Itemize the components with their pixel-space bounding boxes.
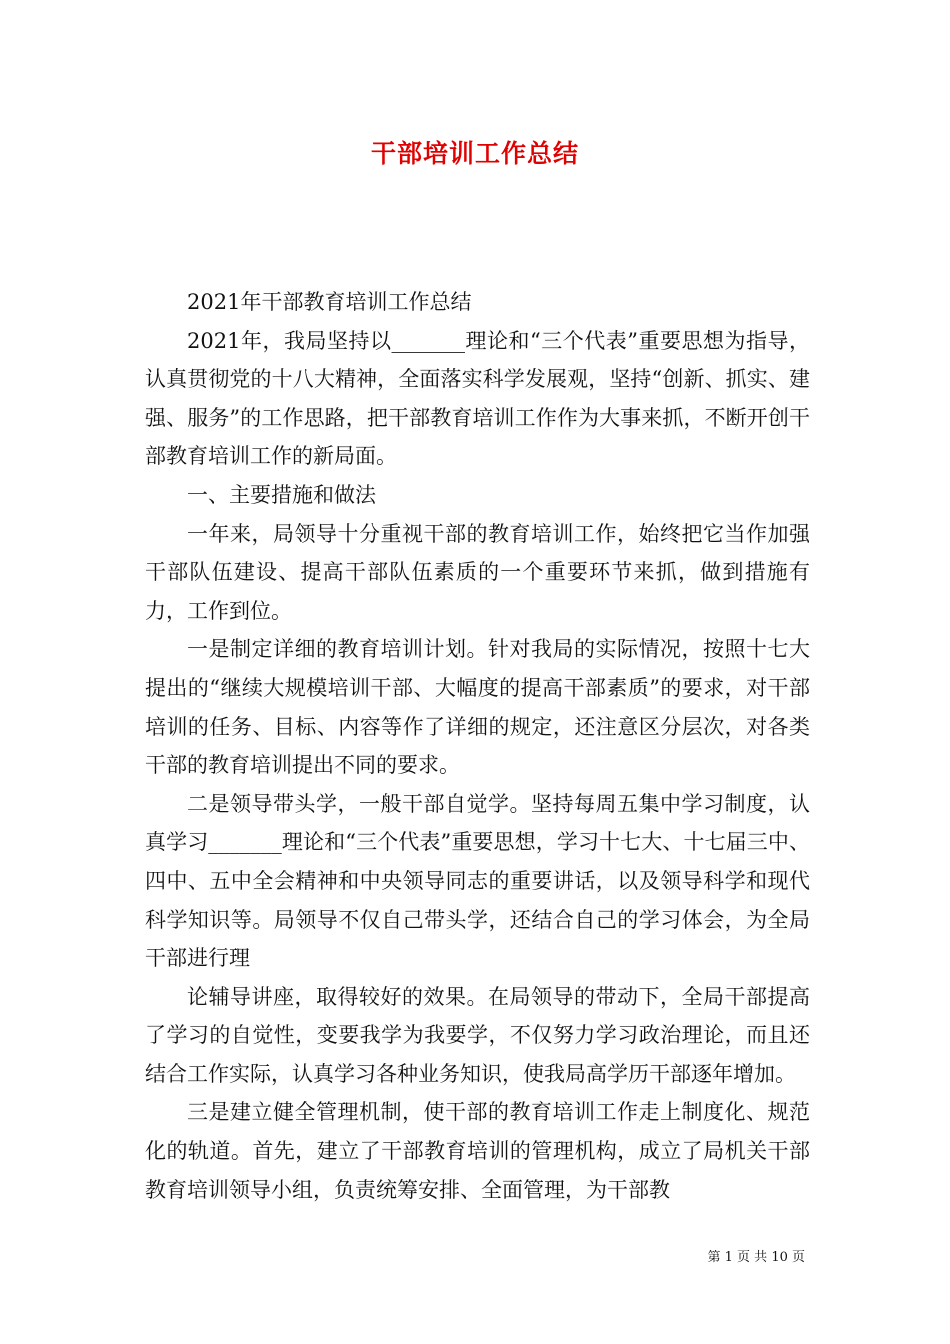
paragraph: 论辅导讲座，取得较好的效果。在局领导的带动下，全局干部提高了学习的自觉性，变要我学为我要学，不仅努力学习政治理论，而且还结合工作实际，认真学习各种业务知识，使我局高学历干部逐年增加。 bbox=[145, 984, 810, 1086]
paragraph: 2021年，我局坚持以_______理论和“三个代表”重要思想为指导，认真贯彻党的十八大精神，全面落实科学发展观，坚持“创新、抓实、建强、服务”的工作思路，把干部教育培训工作作为大事来抓，不断开创干部教育培训工作的新局面。 bbox=[145, 328, 810, 469]
page-number: 第 1 页 共 10 页 bbox=[707, 1250, 805, 1265]
paragraph: 一是制定详细的教育培训计划。针对我局的实际情况，按照十七大提出的“继续大规模培训干部、大幅度的提高干部素质”的要求，对干部培训的任务、目标、内容等作了详细的规定，还注意区分层次，对各类干部的教育培训提出不同的要求。 bbox=[145, 637, 810, 778]
paragraph: 三是建立健全管理机制，使干部的教育培训工作走上制度化、规范化的轨道。首先，建立了干部教育培训的管理机构，成立了局机关干部教育培训领导小组，负责统筹安排、全面管理，为干部教 bbox=[145, 1100, 810, 1202]
paragraph: 一年来，局领导十分重视干部的教育培训工作，始终把它当作加强干部队伍建设、提高干部队伍素质的一个重要环节来抓，做到措施有力，工作到位。 bbox=[145, 521, 810, 623]
document-title: 干部培训工作总结 bbox=[370, 139, 579, 168]
paragraph: 2021年干部教育培训工作总结 bbox=[187, 290, 472, 314]
document-body bbox=[145, 283, 810, 1209]
paragraph: 二是领导带头学，一般干部自觉学。坚持每周五集中学习制度，认真学习_______理论和“三个代表”重要思想，学习十七大、十七届三中、四中、五中全会精神和中央领导同志的重要讲话，以及领导科学和现代科学知识等。局领导不仅自己带头学，还结合自己的学习体会，为全局干部进行理 bbox=[145, 791, 810, 971]
section-heading: 一、主要措施和做法 bbox=[187, 482, 376, 507]
